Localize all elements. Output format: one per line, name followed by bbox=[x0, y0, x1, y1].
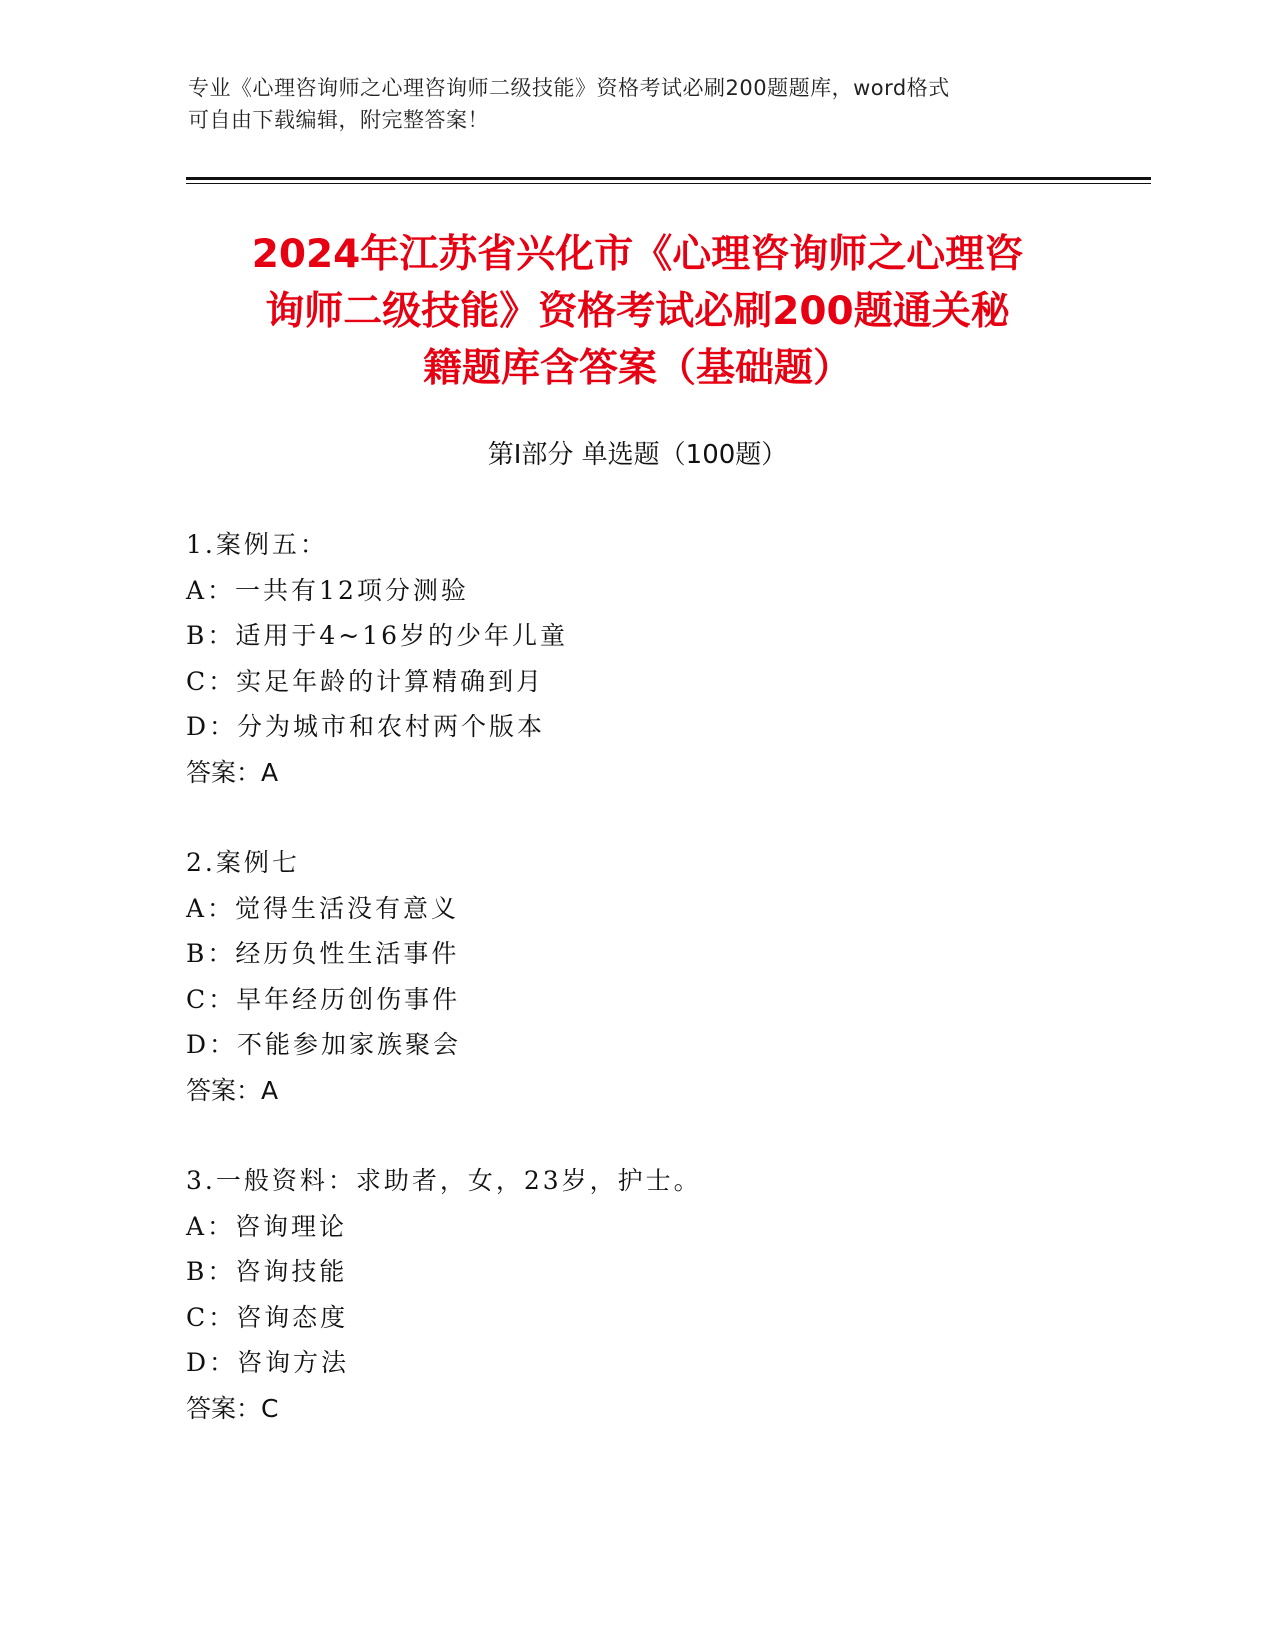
option-d: D：咨询方法 bbox=[186, 1348, 350, 1377]
answer-line: 答案：A bbox=[186, 1075, 279, 1105]
header-divider-thin bbox=[186, 183, 1151, 184]
option-c: C：实足年龄的计算精确到月 bbox=[186, 666, 545, 696]
header-note-line-2: 可自由下载编辑，附完整答案！ bbox=[188, 108, 489, 132]
section-heading: 第Ⅰ部分 单选题（100题） bbox=[487, 440, 788, 470]
question-item bbox=[186, 840, 1086, 1113]
question-list bbox=[186, 522, 1086, 1476]
question-stem: 3.一般资料：求助者，女，23岁，护士。 bbox=[186, 1166, 702, 1195]
option-a: A：咨询理论 bbox=[186, 1211, 348, 1241]
option-a: A：一共有12项分测验 bbox=[186, 575, 469, 605]
title-line-3: 籍题库含答案（基础题） bbox=[422, 346, 852, 391]
header-note-line-1: 专业《心理咨询师之心理咨询师二级技能》资格考试必刷200题题库，word格式 bbox=[188, 76, 950, 100]
document-header-note bbox=[188, 72, 1068, 136]
title-line-2: 询师二级技能》资格考试必刷200题通关秘 bbox=[265, 289, 1010, 334]
document-title bbox=[150, 226, 1125, 397]
title-line-1: 2024年江苏省兴化市《心理咨询师之心理咨 bbox=[251, 232, 1024, 277]
header-divider-thick bbox=[186, 177, 1151, 180]
option-c: C：咨询态度 bbox=[186, 1302, 349, 1332]
option-b: B：经历负性生活事件 bbox=[186, 939, 460, 968]
option-a: A：觉得生活没有意义 bbox=[186, 893, 460, 923]
option-d: D：分为城市和农村两个版本 bbox=[186, 712, 546, 741]
answer-line: 答案：C bbox=[186, 1393, 279, 1423]
option-d: D：不能参加家族聚会 bbox=[186, 1030, 462, 1059]
question-stem: 1.案例五： bbox=[186, 530, 328, 559]
answer-line: 答案：A bbox=[186, 757, 279, 787]
question-item bbox=[186, 1158, 1086, 1431]
option-b: B：咨询技能 bbox=[186, 1257, 348, 1286]
option-b: B：适用于4~16岁的少年儿童 bbox=[186, 621, 569, 650]
option-c: C：早年经历创伤事件 bbox=[186, 984, 461, 1014]
question-stem: 2.案例七 bbox=[186, 848, 300, 877]
question-item bbox=[186, 522, 1086, 795]
